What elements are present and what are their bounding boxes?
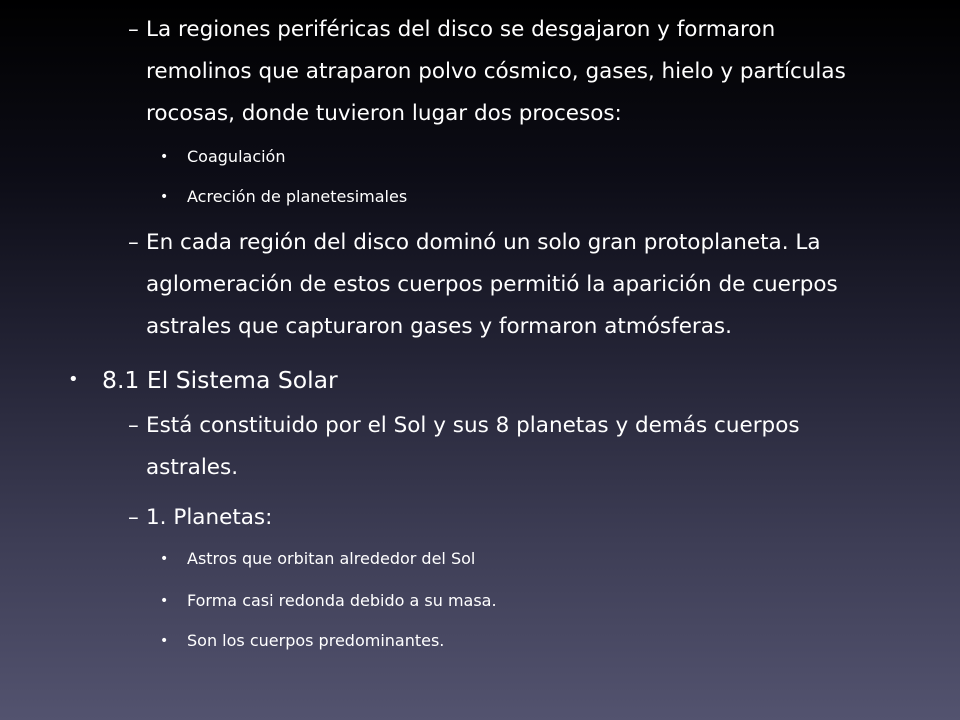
list-item-heading — [68, 360, 868, 400]
bullet-marker: • — [160, 633, 169, 649]
item-text: Acreción de planetesimales — [187, 187, 408, 206]
bullet-marker: • — [160, 149, 169, 165]
dash-marker: – — [128, 505, 139, 530]
dash-marker: – — [128, 17, 139, 42]
list-item-bullet — [160, 540, 780, 578]
list-item-dash — [128, 405, 856, 489]
item-text: 1. Planetas: — [146, 505, 273, 530]
bullet-marker: • — [160, 593, 169, 609]
list-item-dash — [128, 497, 856, 539]
list-item-bullet — [160, 138, 780, 176]
item-text: Astros que orbitan alrededor del Sol — [187, 549, 476, 568]
dash-marker: – — [128, 230, 139, 255]
item-text: Coagulación — [187, 147, 286, 166]
item-text: Forma casi redonda debido a su masa. — [187, 591, 497, 610]
list-item-bullet — [160, 622, 780, 660]
section-heading: 8.1 El Sistema Solar — [102, 366, 338, 394]
list-item-dash — [128, 222, 856, 348]
bullet-marker: • — [160, 189, 169, 205]
item-text: En cada región del disco dominó un solo gran protoplaneta. La aglomeración de estos cuerpos permitió la aparición de cuerpos astrales que capturaron gases y formaron atmósferas. — [146, 230, 838, 339]
item-text: La regiones periféricas del disco se desgajaron y formaron remolinos que atraparon polvo cósmico, gases, hielo y partículas rocosas, donde tuvieron lugar dos procesos: — [146, 17, 846, 126]
list-item-bullet — [160, 582, 780, 620]
item-text: Son los cuerpos predominantes. — [187, 631, 445, 650]
dash-marker: – — [128, 413, 139, 438]
bullet-marker: • — [160, 551, 169, 567]
list-item-bullet — [160, 178, 780, 216]
list-item-dash — [128, 9, 856, 135]
bullet-marker: • — [68, 369, 79, 390]
item-text: Está constituido por el Sol y sus 8 planetas y demás cuerpos astrales. — [146, 413, 800, 480]
